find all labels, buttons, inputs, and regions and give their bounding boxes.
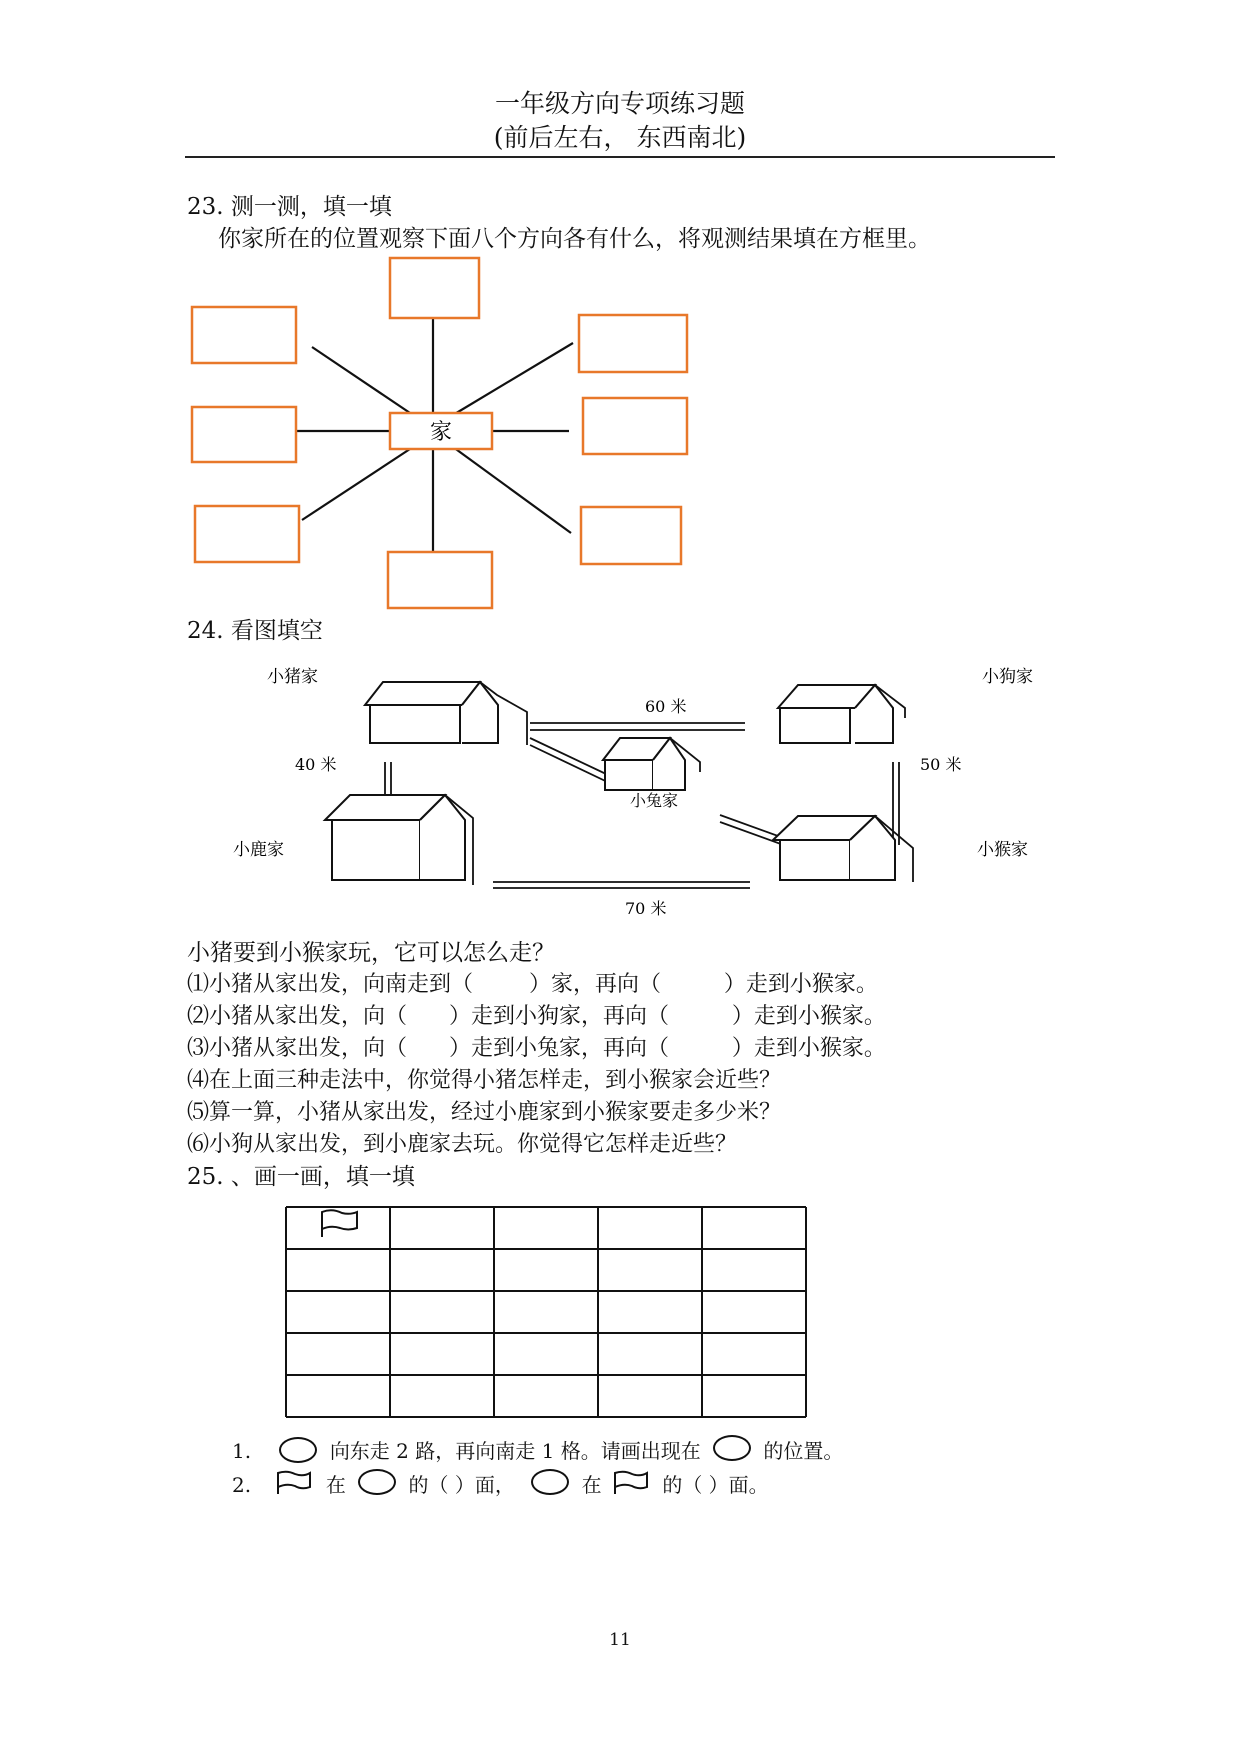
grid-lines — [286, 1207, 806, 1417]
circle-icon — [713, 1435, 751, 1461]
bottom-distance-label: 70 米 — [625, 899, 667, 918]
ray-southwest — [302, 447, 413, 520]
circle-icon — [358, 1469, 396, 1495]
ray-northwest — [312, 347, 413, 415]
flag-icon — [322, 1210, 357, 1237]
instruction-1-tail: 的位置。 — [763, 1439, 844, 1463]
flag-icon — [612, 1470, 652, 1496]
answer-box-southeast — [581, 507, 681, 564]
answer-box-east — [583, 398, 687, 454]
circle-icon — [279, 1437, 317, 1463]
instruction-row-2 — [232, 1469, 769, 1500]
q24-item-5: ⑸算一算，小猪从家出发，经过小鹿家到小猴家要走多少米？ — [187, 1100, 782, 1125]
q24-item-6: ⑹小狗从家出发，到小鹿家去玩。你觉得它怎样走近些？ — [187, 1132, 738, 1157]
q23-title: 23. 测一测，填一填 — [187, 194, 392, 220]
answer-box-west — [192, 407, 296, 462]
circle-icon — [531, 1469, 569, 1495]
deer-house-icon — [325, 795, 473, 885]
page-title: 一年级方向专项练习题 — [494, 89, 745, 118]
page-subtitle: (前后左右， 东西南北) — [493, 123, 747, 152]
header-divider — [185, 156, 1055, 158]
neighborhood-map — [225, 650, 1085, 940]
flag-icon — [275, 1470, 315, 1496]
answer-box-north — [390, 258, 479, 318]
q24-item-2: ⑵小猪从家出发，向（ ）走到小狗家，再向（ ）走到小猴家。 — [187, 1004, 886, 1029]
q24-item-3: ⑶小猪从家出发，向（ ）走到小兔家，再向（ ）走到小猴家。 — [187, 1036, 886, 1061]
q24-question: 小猪要到小猴家玩，它可以怎么走？ — [187, 940, 555, 966]
instruction-row-1 — [232, 1435, 843, 1466]
rabbit-home-label: 小兔家 — [630, 791, 679, 810]
pig-home-label: 小猪家 — [267, 667, 318, 687]
q24-item-4: ⑷在上面三种走法中，你觉得小猪怎样走，到小猴家会近些？ — [187, 1068, 782, 1093]
instruction-1-number: 1. — [232, 1439, 252, 1463]
monkey-house-icon — [773, 816, 913, 882]
instruction-2-number: 2. — [232, 1473, 252, 1497]
top-distance-label: 60 米 — [645, 697, 687, 716]
answer-box-northwest — [192, 307, 296, 363]
right-distance-label: 50 米 — [920, 755, 962, 774]
instruction-1-text: 向东走 2 路，再向南走 1 格。请画出现在 — [329, 1439, 701, 1463]
page-number: 11 — [609, 1630, 631, 1650]
q25-instructions — [232, 1435, 992, 1505]
home-label: 家 — [429, 420, 453, 445]
instruction-2-part-c: 在 — [581, 1473, 602, 1497]
answer-box-southwest — [195, 506, 299, 562]
q24-item-1: ⑴小猪从家出发，向南走到（ ）家，再向（ ）走到小猴家。 — [187, 972, 878, 997]
q23-instruction: 你家所在的位置观察下面八个方向各有什么，将观测结果填在方框里。 — [218, 226, 931, 252]
deer-home-label: 小鹿家 — [233, 840, 284, 860]
ray-southeast — [453, 447, 571, 533]
instruction-2-part-a: 在 — [325, 1473, 346, 1497]
direction-grid — [280, 1195, 820, 1425]
dog-house-icon — [778, 685, 905, 743]
dog-home-label: 小狗家 — [982, 667, 1033, 687]
monkey-home-label: 小猴家 — [977, 840, 1028, 860]
compass-diagram — [185, 250, 705, 615]
instruction-2-part-d: 的（ ）面。 — [662, 1473, 769, 1497]
answer-box-south — [388, 552, 492, 608]
pig-house-icon — [365, 682, 527, 745]
answer-box-northeast — [579, 315, 687, 372]
ray-northeast — [453, 343, 573, 415]
q25-title: 25. 、画一画，填一填 — [187, 1164, 415, 1190]
instruction-2-part-b: 的（ ）面， — [408, 1473, 515, 1497]
left-distance-label: 40 米 — [295, 755, 337, 774]
q24-title: 24. 看图填空 — [187, 618, 323, 644]
rabbit-house-icon — [603, 738, 700, 790]
